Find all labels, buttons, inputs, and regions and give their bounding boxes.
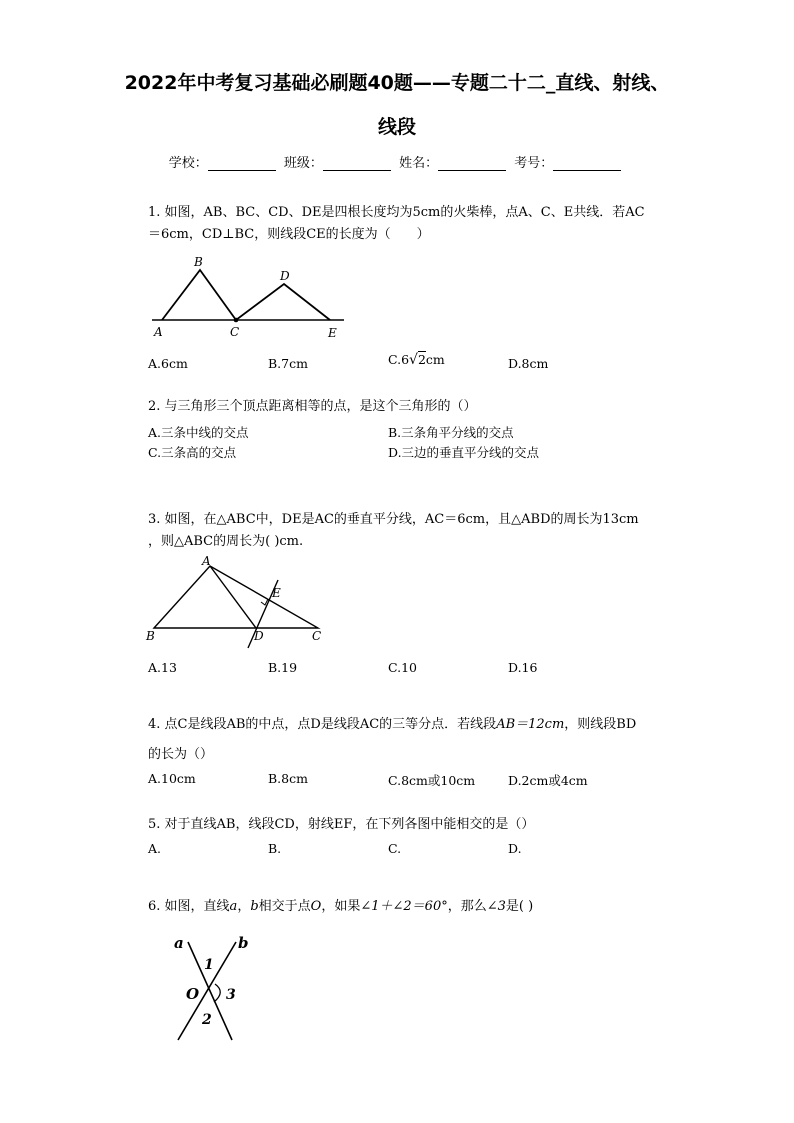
question-3-figure: [144, 556, 334, 648]
q1-label-d: D: [280, 269, 290, 283]
q6-text-mid3: ，那么: [447, 899, 487, 914]
class-label: 班级：: [283, 156, 323, 171]
q1-label-e: E: [328, 326, 337, 340]
q3-option-b[interactable]: B.19: [268, 660, 298, 675]
q4-text-pre: 4. 点C是线段AB的中点，点D是线段AC的三等分点．若线段: [148, 717, 497, 732]
exam-no-blank[interactable]: [553, 156, 621, 171]
q1-label-c: C: [230, 325, 240, 339]
q6-math-cond: ∠1＋∠2＝60°: [360, 899, 448, 914]
q2-option-a[interactable]: A.三条中线的交点: [148, 425, 249, 440]
q3-label-e: E: [272, 586, 281, 600]
q6-text-mid2: ，如果: [321, 899, 361, 914]
page-title-line2: 线段: [377, 116, 416, 138]
exam-no-label: 考号：: [514, 156, 554, 171]
q1-option-d[interactable]: D.8cm: [508, 356, 549, 371]
question-4-text: [148, 714, 688, 766]
question-3-text: [148, 509, 678, 553]
question-4-line2: 的长为（）: [148, 747, 214, 762]
student-info-row: [0, 152, 794, 171]
question-1-line1: 1. 如图，AB、BC、CD、DE是四根长度均为5cm的火柴棒，点A、C、E共线．若AC: [148, 205, 645, 220]
question-1-line2: ＝6cm，CD⊥BC，则线段CE的长度为（ ）: [148, 227, 430, 242]
q6-text-pre: 6. 如图，直线: [148, 899, 230, 914]
q1-option-b[interactable]: B.7cm: [268, 356, 308, 371]
q6-text-post: 是( ): [505, 899, 534, 914]
q6-label-a: a: [174, 934, 184, 952]
q4-option-b[interactable]: B.8cm: [268, 771, 308, 786]
q6-label-b: b: [238, 934, 249, 952]
q6-text-mid: 相交于点: [258, 899, 311, 914]
q6-math-q: ∠3: [486, 899, 506, 914]
q6-sep: ，: [237, 899, 251, 914]
q5-option-d[interactable]: D.: [508, 841, 522, 856]
q3-option-a[interactable]: A.13: [148, 660, 177, 675]
q3-label-b: B: [146, 629, 155, 643]
question-1-text: [148, 202, 678, 246]
q5-option-a[interactable]: A.: [148, 841, 162, 856]
name-blank[interactable]: [438, 156, 506, 171]
q3-label-a: A: [202, 554, 211, 568]
q3-option-d[interactable]: D.16: [508, 660, 538, 675]
q4-option-d[interactable]: D.2cm或4cm: [508, 773, 588, 788]
q4-option-c[interactable]: C.8cm或10cm: [388, 773, 476, 788]
q6-label-o: O: [186, 985, 200, 1003]
question-6-figure: [170, 932, 250, 1046]
question-3-line2: ，则△ABC的周长为( )cm.: [148, 534, 304, 549]
page-title-line1: 2022年中考复习基础必刷题40题——专题二十二_直线、射线、: [124, 72, 670, 94]
class-blank[interactable]: [323, 156, 391, 171]
q3-label-c: C: [312, 629, 322, 643]
q1-label-a: A: [154, 325, 163, 339]
q1-option-c-suffix: cm: [425, 352, 445, 367]
q3-option-c[interactable]: C.10: [388, 660, 417, 675]
sqrt-icon: √: [409, 352, 418, 368]
school-blank[interactable]: [208, 156, 276, 171]
q2-option-b[interactable]: B.三条角平分线的交点: [388, 425, 514, 440]
name-label: 姓名：: [399, 156, 439, 171]
q4-text-post: ，则线段BD: [564, 717, 637, 732]
q1-option-c-radicand: 2: [417, 352, 426, 367]
school-label: 学校：: [168, 156, 208, 171]
q3-label-d: D: [254, 629, 264, 643]
q1-option-c[interactable]: [388, 352, 445, 368]
q1-option-c-prefix: C.6: [388, 352, 410, 367]
question-6-text: [148, 896, 708, 918]
q5-option-c[interactable]: C.: [388, 841, 402, 856]
q2-option-d[interactable]: D.三边的垂直平分线的交点: [388, 445, 540, 460]
question-1-figure: [148, 252, 358, 344]
q2-option-c[interactable]: C.三条高的交点: [148, 445, 237, 460]
question-2-text: 2. 与三角形三个顶点距离相等的点，是这个三角形的（）: [148, 399, 477, 414]
q1-label-b: B: [194, 255, 203, 269]
q6-var-o: O: [310, 899, 322, 914]
q4-option-a[interactable]: A.10cm: [148, 771, 196, 786]
q6-var-a: a: [229, 899, 238, 914]
q5-option-b[interactable]: B.: [268, 841, 282, 856]
question-4-line1: [148, 714, 688, 736]
q6-label-2: 2: [202, 1012, 212, 1028]
q6-label-1: 1: [204, 957, 214, 973]
q6-var-b: b: [250, 899, 259, 914]
q1-option-a[interactable]: A.6cm: [148, 356, 188, 371]
q6-label-3: 3: [226, 987, 236, 1003]
question-3-line1: 3. 如图，在△ABC中，DE是AC的垂直平分线，AC＝6cm，且△ABD的周长为13cm: [148, 512, 639, 527]
q4-math: AB＝12cm: [496, 717, 565, 732]
question-5-text: 5. 对于直线AB，线段CD，射线EF，在下列各图中能相交的是（）: [148, 817, 535, 832]
